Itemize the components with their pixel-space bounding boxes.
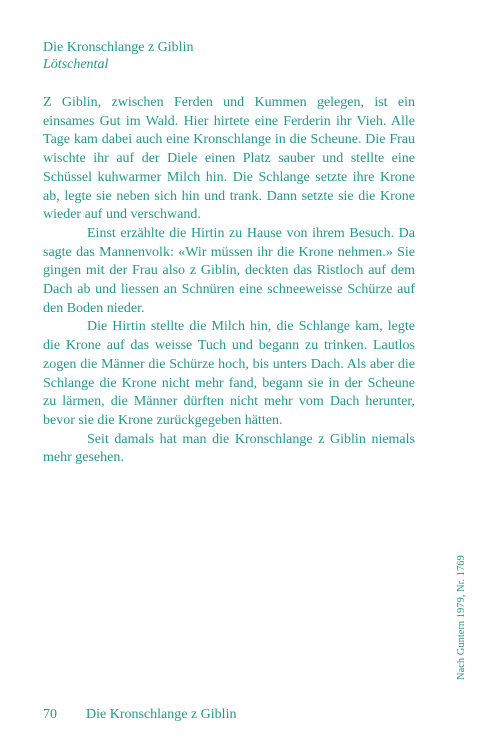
page-footer — [43, 706, 236, 723]
paragraph-4: Seit damals hat man die Kronschlange z Giblin niemals mehr gesehen. — [43, 431, 415, 466]
running-title: Die Kronschlange z Giblin — [86, 707, 237, 722]
paragraph-2: Einst erzählte die Hirtin zu Hause von ihrem Besuch. Da sagte das Mannenvolk: «Wir müssen ihr die Krone nehmen.» Sie gingen mit der Frau also z Giblin, deckten das Ristloch auf dem Dach ab und liessen an Schnüren eine schneeweisse Schürze auf den Boden nieder. — [43, 225, 415, 316]
paragraph-1: Z Giblin, zwischen Ferden und Kummen gelegen, ist ein einsames Gut im Wald. Hier hirtete eine Ferderin ihr Vieh. Alle Tage kam dabei auch eine Kronschlange in die Scheune. Die Frau wischte ihr auf der Diele einen Platz sauber und stellte eine Schüssel kuhwarmer Milch hin. Die Schlange setzte ihre Krone ab, legte sie neben sich hin und trank. Dann setzte sie die Krone wieder auf und verschwand. — [43, 95, 415, 223]
source-citation: Nach Guntern 1979, Nr. 1769 — [456, 555, 467, 680]
story-heading — [43, 39, 193, 73]
story-title: Die Kronschlange z Giblin — [43, 40, 194, 55]
page-number: 70 — [43, 707, 57, 722]
story-region: Lötschental — [43, 57, 109, 72]
paragraph-3: Die Hirtin stellte die Milch hin, die Schlange kam, legte die Krone auf das weisse Tuch und begann zu trinken. Lautlos zogen die Männer die Schürze hoch, bis unters Dach. Als aber die Schlange die Krone nicht mehr fand, begann sie in der Scheune zu lärmen, die Männer dürften nicht mehr vom Dach herunter, bevor sie die Krone zurückgegeben hätten. — [43, 319, 415, 428]
story-body — [43, 94, 415, 468]
